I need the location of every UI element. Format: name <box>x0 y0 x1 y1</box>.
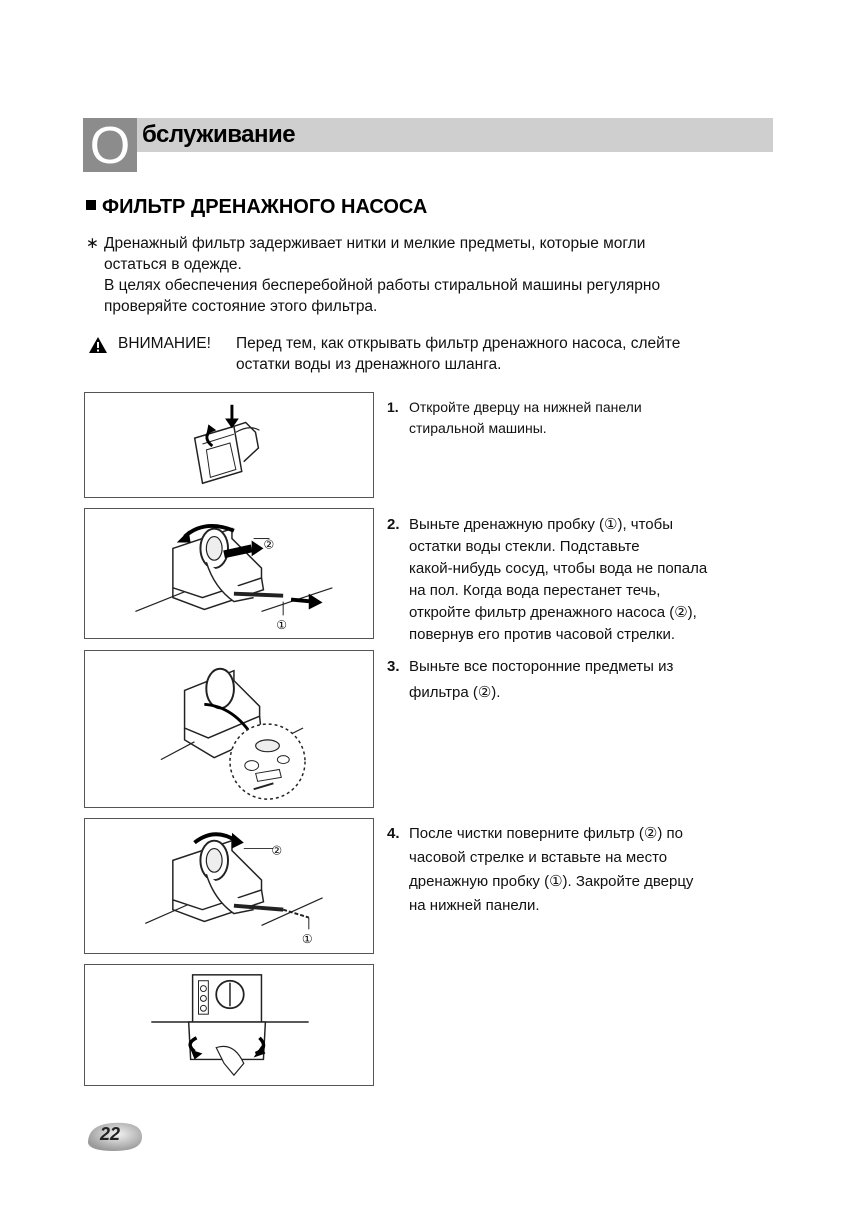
page-title: бслуживание <box>142 121 296 148</box>
intro-paragraph <box>86 233 766 317</box>
header-letter: О <box>89 117 131 175</box>
step-number: 4. <box>387 825 400 842</box>
figure-open-door <box>84 392 374 498</box>
page-number: 22 <box>100 1124 121 1144</box>
step-text <box>409 514 769 646</box>
step-text <box>409 397 769 439</box>
figure-reinstall-filter <box>84 818 374 954</box>
bullet-square-icon <box>86 200 96 210</box>
intro-line: В целях обеспечения бесперебойной работы стиральной машины регулярно <box>104 277 661 294</box>
asterisk-icon: ∗ <box>86 235 99 252</box>
step-text <box>409 822 769 918</box>
illustration-open-door <box>85 393 373 497</box>
step-line: на нижней панели. <box>409 897 540 914</box>
callout-2-label: ② <box>263 537 275 552</box>
callout-2-label: ② <box>271 843 282 858</box>
step-line: какой-нибудь сосуд, чтобы вода не попала <box>409 560 708 577</box>
figure-close-door <box>84 964 374 1086</box>
step-line: После чистки поверните фильтр (②) по <box>409 825 683 842</box>
illustration-reinstall-filter <box>85 819 373 953</box>
warning-line: остатки воды из дренажного шланга. <box>236 356 502 373</box>
figure-drain-plug <box>84 508 374 639</box>
intro-line: проверяйте состояние этого фильтра. <box>104 298 378 315</box>
intro-line: остаться в одежде. <box>104 256 242 273</box>
section-title <box>86 196 427 219</box>
figure-clean-filter <box>84 650 374 808</box>
step-number: 2. <box>387 516 400 533</box>
warning-text <box>236 333 776 375</box>
section-title-text: ФИЛЬТР ДРЕНАЖНОГО НАСОСА <box>102 196 428 218</box>
warning-triangle-icon <box>88 336 108 360</box>
step-text <box>409 654 769 706</box>
step-line: повернув его против часовой стрелки. <box>409 626 676 643</box>
illustration-clean-filter <box>85 651 373 807</box>
step-line: часовой стрелке и вставьте на место <box>409 849 668 866</box>
step-line: Откройте дверцу на нижней панели <box>409 399 642 415</box>
step-line: Выньте дренажную пробку (①), чтобы <box>409 516 674 533</box>
step-line: откройте фильтр дренажного насоса (②), <box>409 604 697 621</box>
step-line: остатки воды стекли. Подставьте <box>409 538 640 555</box>
step-line: фильтра (②). <box>409 684 501 701</box>
step-line: стиральной машины. <box>409 420 547 436</box>
illustration-drain-plug <box>85 509 373 638</box>
step-line: на пол. Когда вода перестанет течь, <box>409 582 661 599</box>
warning-label: ВНИМАНИЕ! <box>118 335 211 352</box>
warning-line: Перед тем, как открывать фильтр дренажного насоса, слейте <box>236 335 681 352</box>
step-line: дренажную пробку (①). Закройте дверцу <box>409 873 694 890</box>
callout-1-label: ① <box>276 618 287 633</box>
illustration-close-door <box>85 965 373 1085</box>
intro-line: Дренажный фильтр задерживает нитки и мелкие предметы, которые могли <box>104 235 646 252</box>
step-number: 1. <box>387 399 399 415</box>
step-line: Выньте все посторонние предметы из <box>409 658 674 675</box>
callout-1-label: ① <box>301 932 313 947</box>
step-number: 3. <box>387 658 400 675</box>
